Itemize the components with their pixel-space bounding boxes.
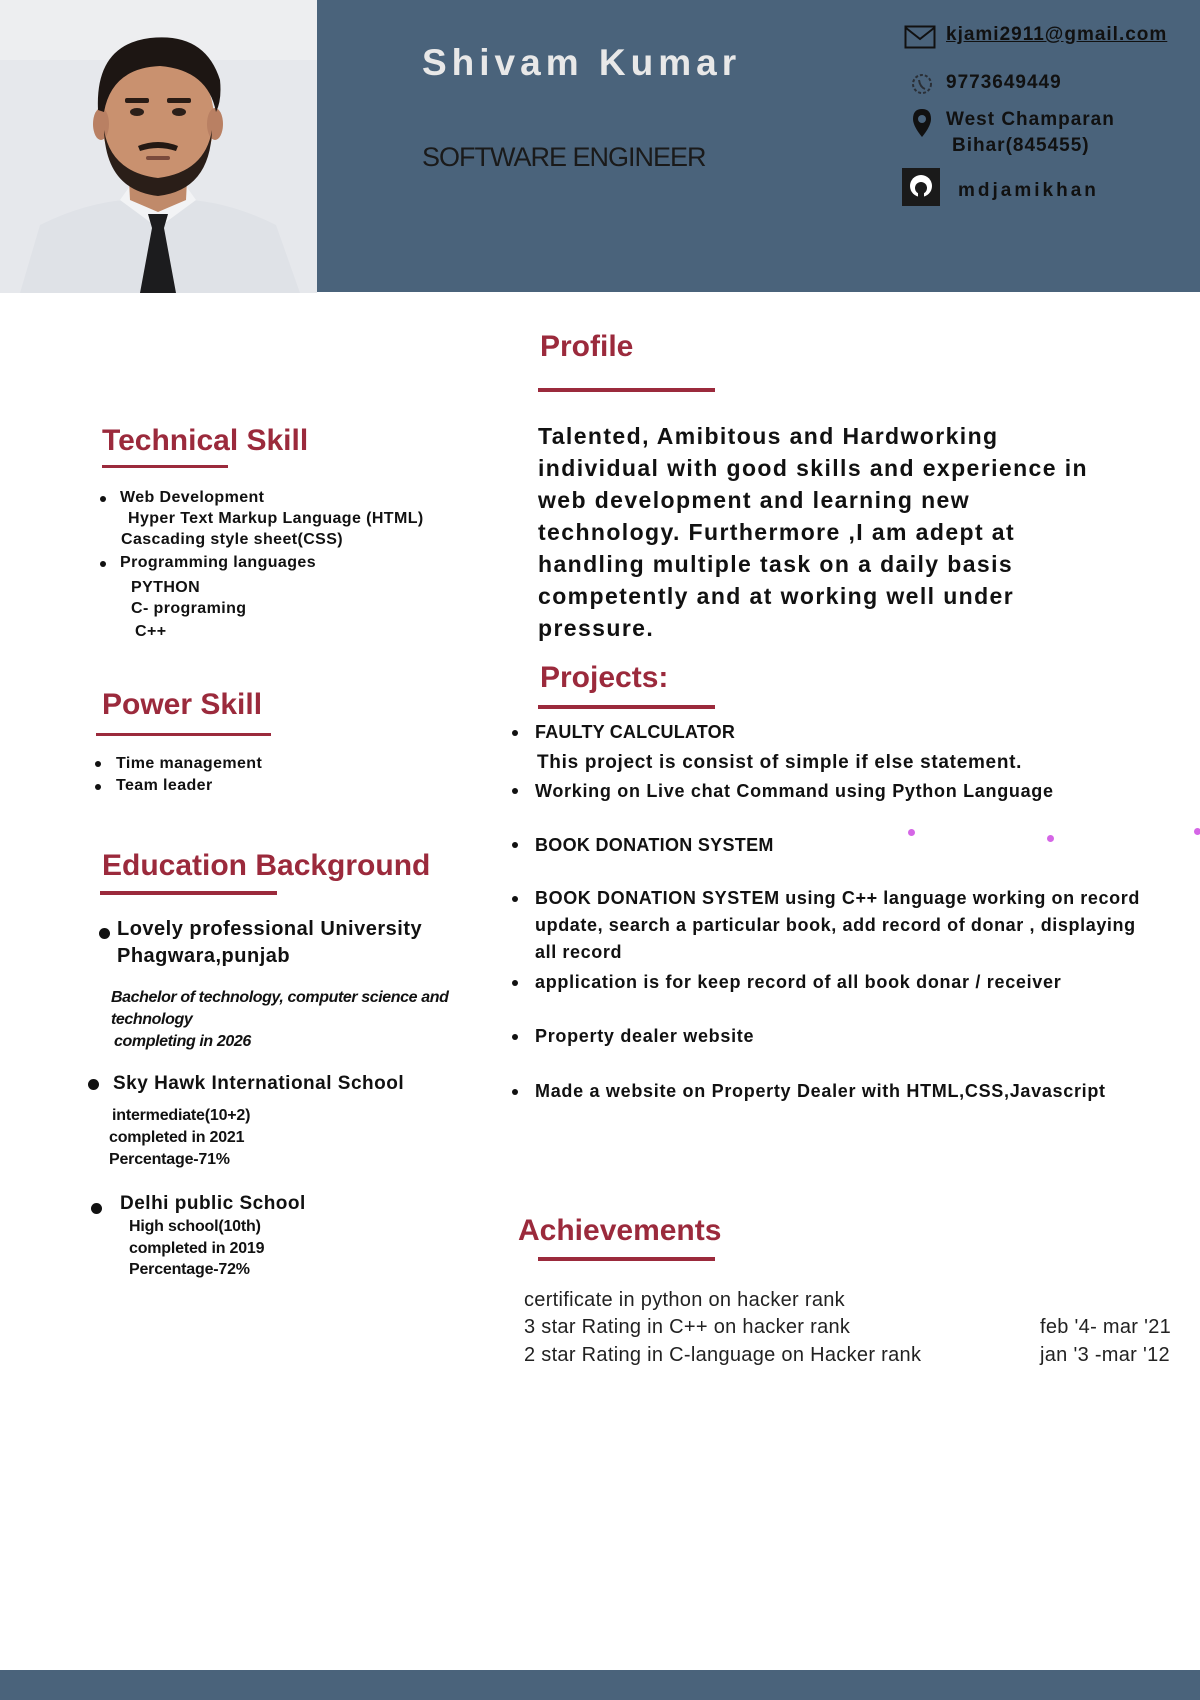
project-live-chat: Working on Live chat Command using Python Language xyxy=(535,781,1054,801)
achievement-item: 2 star Rating in C-language on Hacker rank xyxy=(524,1344,922,1366)
power-skill-divider xyxy=(96,733,271,736)
skill-html: Hyper Text Markup Language (HTML) xyxy=(128,510,424,527)
skill-python: PYTHON xyxy=(131,579,201,596)
phone-number xyxy=(946,72,1062,94)
power-skill-heading: Power Skill xyxy=(102,688,263,721)
dps-level: High school(10th) xyxy=(129,1218,261,1235)
lpu-degree: Bachelor of technology, computer science and technology xyxy=(111,989,449,1028)
profile-text: Talented, Amibitous and Hardworking individual with good skills and experience in web development and learning new technology. Furthermore ,I am adept at handling multiple task on a daily basis competently and at working well under pressure. xyxy=(538,423,1088,641)
phone-text: 9773649449 xyxy=(946,72,1062,93)
bullet xyxy=(91,1203,102,1214)
achievement-date: jan '3 -mar '12 xyxy=(1040,1344,1170,1366)
location-text-1: West Champaran xyxy=(946,109,1115,130)
location-pin-icon xyxy=(912,108,932,143)
project-property-dealer-desc: Made a website on Property Dealer with HTML,CSS,Javascript xyxy=(535,1081,1106,1101)
bullet xyxy=(100,496,106,502)
bullet xyxy=(512,1034,518,1040)
bullet xyxy=(95,784,101,790)
bullet xyxy=(88,1079,99,1090)
decorative-dot xyxy=(1047,835,1054,842)
skill-css: Cascading style sheet(CSS) xyxy=(121,531,344,548)
skill-cpp: C++ xyxy=(135,623,167,640)
phone-icon xyxy=(911,72,933,101)
email-text: kjami2911@gmail.com xyxy=(946,24,1168,45)
skill-web-development: Web Development xyxy=(120,489,265,506)
achievement-date: feb '4- mar '21 xyxy=(1040,1316,1172,1338)
project-book-donation-title: BOOK DONATION SYSTEM xyxy=(535,835,774,855)
decorative-dot xyxy=(908,829,915,836)
github-text: mdjamikhan xyxy=(958,180,1099,201)
education-heading: Education Background xyxy=(102,849,431,882)
bullet xyxy=(512,980,518,986)
mail-icon xyxy=(904,25,936,54)
bullet xyxy=(512,788,518,794)
footer-bar xyxy=(0,1670,1200,1700)
location-line2 xyxy=(952,135,1090,157)
achievement-item: certificate in python on hacker rank xyxy=(524,1289,845,1311)
achievement-item: 3 star Rating in C++ on hacker rank xyxy=(524,1316,851,1338)
technical-skill-divider xyxy=(102,465,228,468)
projects-heading: Projects: xyxy=(540,661,669,694)
profile-heading: Profile xyxy=(540,330,634,363)
project-faulty-calculator-desc: This project is consist of simple if else statement. xyxy=(537,752,1023,773)
technical-skill-heading: Technical Skill xyxy=(102,424,309,457)
skill-programming-languages: Programming languages xyxy=(120,554,316,571)
project-book-donation-desc: BOOK DONATION SYSTEM using C++ language working on record update, search a particular book, add record of donar , displaying all record xyxy=(535,888,1140,962)
lpu-name: Lovely professional University xyxy=(117,918,423,940)
lpu-completion: completing in 2026 xyxy=(114,1033,251,1050)
power-skill-item: Team leader xyxy=(116,777,213,794)
sky-hawk-percentage: Percentage-71% xyxy=(109,1151,230,1168)
project-book-donation-desc2: application is for keep record of all book donar / receiver xyxy=(535,972,1062,992)
github-icon[interactable] xyxy=(902,168,940,211)
bullet xyxy=(512,1089,518,1095)
bullet xyxy=(512,896,518,902)
email-link[interactable] xyxy=(946,24,1167,46)
project-faulty-calculator-title: FAULTY CALCULATOR xyxy=(535,722,736,742)
education-divider xyxy=(100,891,277,895)
profile-photo xyxy=(0,0,317,293)
bullet xyxy=(512,842,518,848)
candidate-name: Shivam Kumar xyxy=(422,42,742,83)
power-skill-item: Time management xyxy=(116,755,263,772)
achievements-divider xyxy=(538,1257,715,1261)
bullet xyxy=(95,761,101,767)
decorative-dot xyxy=(1194,828,1200,835)
dps-name: Delhi public School xyxy=(120,1193,306,1214)
location-text-2: Bihar(845455) xyxy=(952,135,1090,156)
lpu-location: Phagwara,punjab xyxy=(117,945,291,967)
dps-completed: completed in 2019 xyxy=(129,1240,265,1257)
dps-percentage: Percentage-72% xyxy=(129,1261,250,1278)
profile-divider xyxy=(538,388,715,392)
skill-c: C- programing xyxy=(131,600,247,617)
projects-divider xyxy=(538,705,715,709)
bullet xyxy=(100,561,106,567)
location-line1 xyxy=(946,109,1115,131)
sky-hawk-completed: completed in 2021 xyxy=(109,1129,245,1146)
project-property-dealer-title: Property dealer website xyxy=(535,1026,755,1046)
bullet xyxy=(99,928,110,939)
job-title: SOFTWARE ENGINEER xyxy=(422,142,706,172)
sky-hawk-name: Sky Hawk International School xyxy=(113,1073,405,1094)
achievements-heading: Achievements xyxy=(518,1214,722,1247)
github-username[interactable] xyxy=(958,180,1099,202)
sky-hawk-level: intermediate(10+2) xyxy=(112,1107,251,1124)
bullet xyxy=(512,730,518,736)
